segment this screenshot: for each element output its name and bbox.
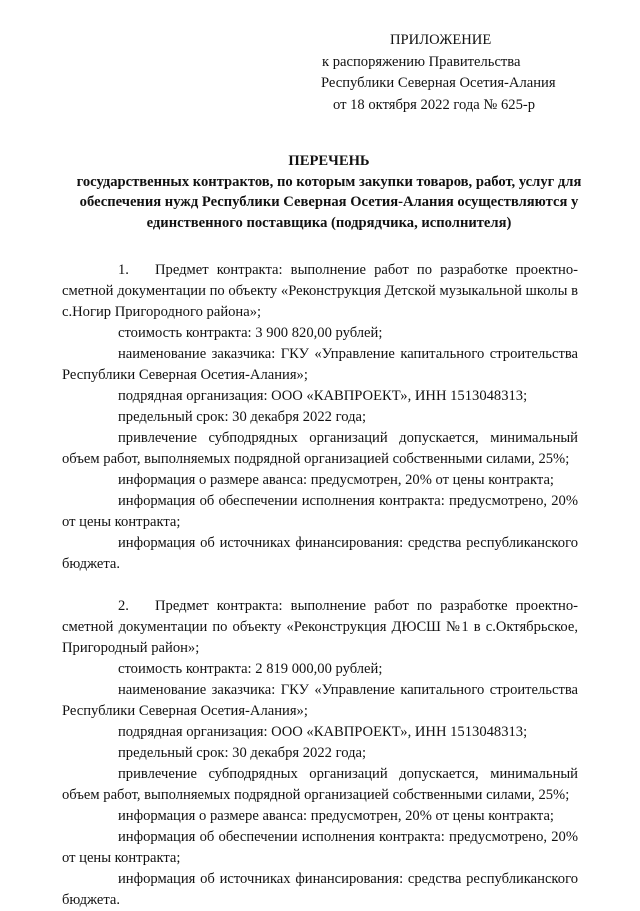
contract-funding: информация об источниках финансирования: средства республиканского бюджета. [62, 871, 578, 908]
contract-deadline: предельный срок: 30 декабря 2022 года; [118, 409, 367, 425]
document-heading [62, 151, 596, 233]
contract-security: информация об обеспечении исполнения контракта: предусмотрено, 20% от цены контракта; [62, 829, 578, 866]
document-subtitle: государственных контрактов, по которым закупки товаров, работ, услуг для обеспечения нужд Республики Северная Осетия-Алания осуществляются у единственного поставщика (подрядчика, исполнителя) [76, 173, 582, 231]
appendix-date-line: от 18 октября 2022 года № 625-р [333, 96, 536, 113]
contract-number: 1. [118, 262, 129, 278]
contract-customer: наименование заказчика: ГКУ «Управление капитального строительства Республики Северная Осетия-Алания»; [62, 346, 578, 383]
contract-contractor: подрядная организация: ООО «КАВПРОЕКТ», ИНН 1513048313; [118, 388, 528, 404]
contract-contractor: подрядная организация: ООО «КАВПРОЕКТ», ИНН 1513048313; [118, 724, 528, 740]
contract-cost: стоимость контракта: 2 819 000,00 рублей; [118, 661, 383, 677]
contract-item [62, 260, 578, 575]
appendix-line: к распоряжению Правительства [322, 53, 521, 70]
contract-subcontract: привлечение субподрядных организаций допускается, минимальный объем работ, выполняемых подрядной организацией собственными силами, 25%; [62, 430, 578, 467]
contract-cost: стоимость контракта: 3 900 820,00 рублей; [118, 325, 383, 341]
contract-number: 2. [118, 598, 129, 614]
contract-security: информация об обеспечении исполнения контракта: предусмотрено, 20% от цены контракта; [62, 493, 578, 530]
contract-subject [62, 596, 578, 659]
document-title: ПЕРЕЧЕНЬ [288, 153, 370, 169]
contracts-list [62, 260, 578, 911]
contract-advance: информация о размере аванса: предусмотрен, 20% от цены контракта; [118, 808, 554, 824]
contract-advance: информация о размере аванса: предусмотрен, 20% от цены контракта; [118, 472, 554, 488]
contract-funding: информация об источниках финансирования: средства республиканского бюджета. [62, 535, 578, 572]
contract-deadline: предельный срок: 30 декабря 2022 года; [118, 745, 367, 761]
appendix-line: Республики Северная Осетия-Алания [321, 75, 556, 91]
contract-subject-text: Предмет контракта: выполнение работ по разработке проектно-сметной документации по объекту «Реконструкция Детской музыкальной школы в с.Ногир Пригородного района»; [62, 262, 578, 320]
contract-subject [62, 260, 578, 323]
appendix-title: ПРИЛОЖЕНИЕ [390, 32, 492, 48]
contract-customer: наименование заказчика: ГКУ «Управление капитального строительства Республики Северная Осетия-Алания»; [62, 682, 578, 719]
appendix-block [318, 30, 618, 116]
contract-subcontract: привлечение субподрядных организаций допускается, минимальный объем работ, выполняемых подрядной организацией собственными силами, 25%; [62, 766, 578, 803]
contract-subject-text: Предмет контракта: выполнение работ по разработке проектно-сметной документации по объекту «Реконструкция ДЮСШ №1 в с.Октябрьское, Пригородный район»; [62, 598, 578, 656]
contract-item [62, 596, 578, 911]
